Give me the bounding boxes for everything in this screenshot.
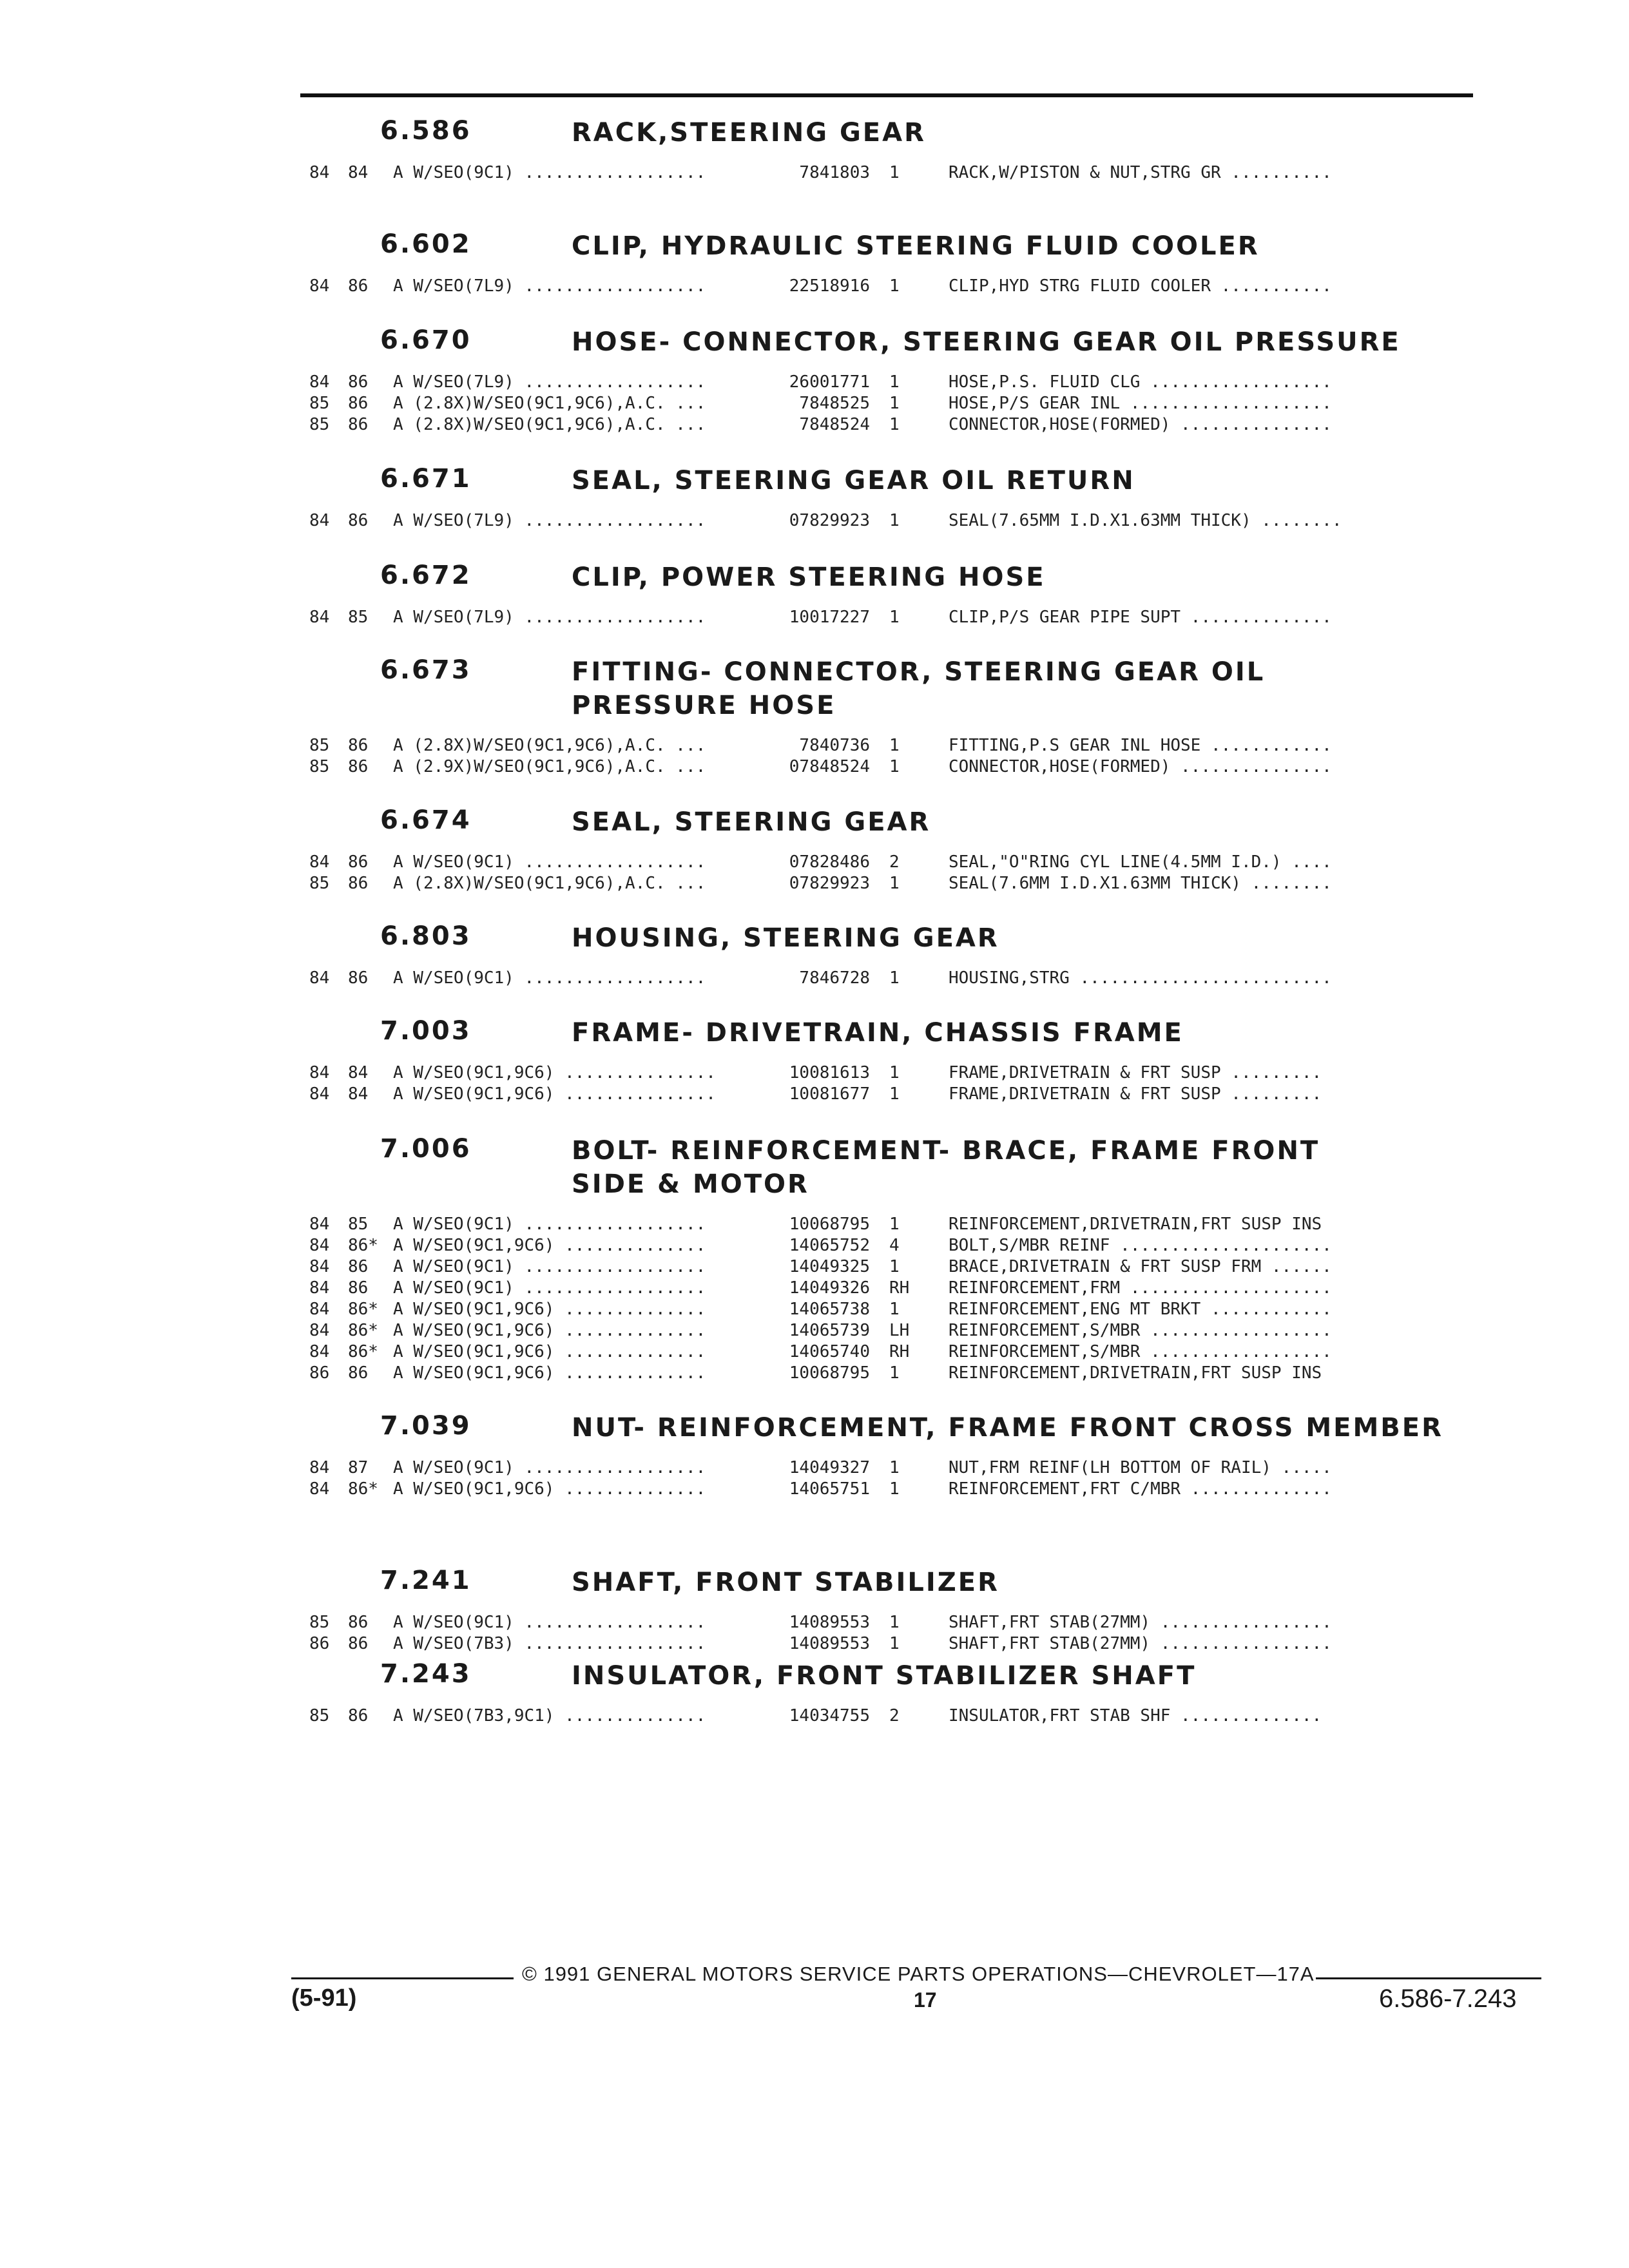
part-description: REINFORCEMENT,FRM .................... (949, 1278, 1332, 1298)
part-number: 7840736 (799, 736, 870, 755)
section-number: 7.039 (380, 1411, 472, 1441)
part-number: 14065751 (789, 1479, 870, 1499)
parts-section (0, 116, 1629, 182)
application: A W/SEO(9C1) .................. (393, 1458, 706, 1477)
part-number: 14049326 (789, 1278, 870, 1298)
section-heading (0, 325, 1629, 359)
year-to: 86 (348, 736, 369, 755)
quantity: RH (889, 1278, 910, 1298)
year-from: 84 (309, 1215, 330, 1234)
section-heading (0, 655, 1629, 720)
year-from: 84 (309, 1257, 330, 1276)
quantity: 1 (889, 1634, 900, 1653)
year-to: 86 (348, 1257, 369, 1276)
quantity: 1 (889, 1458, 900, 1477)
part-description: FRAME,DRIVETRAIN & FRT SUSP ......... (949, 1063, 1322, 1082)
quantity: 1 (889, 736, 900, 755)
section-heading (0, 1566, 1629, 1599)
year-to: 86 (348, 874, 369, 893)
year-to: 86 (348, 415, 369, 434)
year-to: 87 (348, 1458, 369, 1477)
application: A W/SEO(9C1) .................. (393, 852, 706, 872)
section-title: SHAFT, FRONT STABILIZER (572, 1568, 999, 1597)
year-to: 86 (348, 276, 369, 296)
section-heading (0, 921, 1629, 955)
part-description: BRACE,DRIVETRAIN & FRT SUSP FRM ...... (949, 1257, 1332, 1276)
year-from: 84 (309, 372, 330, 392)
year-from: 84 (309, 276, 330, 296)
part-number: 7846728 (799, 968, 870, 988)
part-description: SHAFT,FRT STAB(27MM) ................. (949, 1613, 1332, 1632)
parts-section (0, 229, 1629, 296)
year-from: 85 (309, 1706, 330, 1725)
year-to: 85 (348, 608, 369, 627)
year-from: 85 (309, 394, 330, 413)
quantity: 1 (889, 1063, 900, 1082)
section-title: CLIP, POWER STEERING HOSE (572, 562, 1046, 592)
year-from: 84 (309, 1300, 330, 1319)
parts-section (0, 921, 1629, 988)
year-to: 86 (348, 1363, 369, 1383)
part-description: CONNECTOR,HOSE(FORMED) ............... (949, 757, 1332, 776)
parts-section (0, 1016, 1629, 1104)
part-number: 26001771 (789, 372, 870, 392)
part-description: REINFORCEMENT,S/MBR .................. (949, 1342, 1332, 1361)
section-title: HOSE- CONNECTOR, STEERING GEAR OIL PRESSURE (572, 327, 1401, 357)
section-heading (0, 1016, 1629, 1050)
section-number: 7.006 (380, 1134, 472, 1164)
parts-section (0, 325, 1629, 434)
application: A W/SEO(9C1) .................. (393, 968, 706, 988)
section-title: NUT- REINFORCEMENT, FRAME FRONT CROSS MEMBER (572, 1413, 1443, 1443)
parts-section (0, 805, 1629, 893)
year-to: 86 (348, 1706, 369, 1725)
year-from: 84 (309, 1084, 330, 1104)
section-title: INSULATOR, FRONT STABILIZER SHAFT (572, 1661, 1197, 1691)
section-heading (0, 116, 1629, 149)
year-to: 84 (348, 163, 369, 182)
quantity: 1 (889, 163, 900, 182)
application: A W/SEO(9C1) .................. (393, 1278, 706, 1298)
year-from: 85 (309, 874, 330, 893)
part-number: 14065740 (789, 1342, 870, 1361)
quantity: 1 (889, 511, 900, 530)
part-number: 7848525 (799, 394, 870, 413)
part-number: 07829923 (789, 874, 870, 893)
application: A W/SEO(9C1) .................. (393, 1215, 706, 1234)
section-number: 6.674 (380, 805, 472, 835)
part-description: CLIP,P/S GEAR PIPE SUPT .............. (949, 608, 1332, 627)
part-description: BOLT,S/MBR REINF ..................... (949, 1236, 1332, 1255)
year-from: 84 (309, 511, 330, 530)
part-number: 7841803 (799, 163, 870, 182)
year-from: 84 (309, 1479, 330, 1499)
part-description: REINFORCEMENT,S/MBR .................. (949, 1321, 1332, 1340)
part-number: 10068795 (789, 1215, 870, 1234)
quantity: 1 (889, 1257, 900, 1276)
footer-copyright: © 1991 GENERAL MOTORS SERVICE PARTS OPERATIONS—CHEVROLET—17A (522, 1963, 1315, 1985)
footer-date: (5-91) (291, 1984, 357, 2012)
quantity: 1 (889, 1084, 900, 1104)
section-title: HOUSING, STEERING GEAR (572, 923, 999, 953)
year-to: 84 (348, 1084, 369, 1104)
part-description: HOSE,P/S GEAR INL .................... (949, 394, 1332, 413)
section-title: SEAL, STEERING GEAR (572, 807, 931, 837)
part-description: REINFORCEMENT,DRIVETRAIN,FRT SUSP INS (949, 1215, 1322, 1234)
section-number: 6.673 (380, 655, 472, 685)
quantity: 2 (889, 852, 900, 872)
section-title: BOLT- REINFORCEMENT- BRACE, FRAME FRONT SIDE & MOTOR (572, 1136, 1320, 1199)
quantity: 1 (889, 968, 900, 988)
application: A W/SEO(9C1,9C6) .............. (393, 1321, 706, 1340)
year-to: 86 (348, 1634, 369, 1653)
part-description: SEAL(7.65MM I.D.X1.63MM THICK) ........ (949, 511, 1342, 530)
quantity: 1 (889, 1363, 900, 1383)
part-number: 14089553 (789, 1613, 870, 1632)
application: A W/SEO(9C1,9C6) ............... (393, 1063, 716, 1082)
quantity: 1 (889, 372, 900, 392)
section-number: 7.241 (380, 1566, 472, 1595)
part-number: 14065738 (789, 1300, 870, 1319)
quantity: 4 (889, 1236, 900, 1255)
application: A W/SEO(7L9) .................. (393, 608, 706, 627)
part-description: CLIP,HYD STRG FLUID COOLER ........... (949, 276, 1332, 296)
section-number: 6.586 (380, 116, 472, 146)
quantity: 1 (889, 874, 900, 893)
part-number: 10081613 (789, 1063, 870, 1082)
application: A (2.8X)W/SEO(9C1,9C6),A.C. ... (393, 736, 706, 755)
part-number: 14089553 (789, 1634, 870, 1653)
footer-rule-right (1316, 1977, 1541, 1979)
part-description: REINFORCEMENT,ENG MT BRKT ............ (949, 1300, 1332, 1319)
section-heading (0, 1134, 1629, 1199)
quantity: 1 (889, 1479, 900, 1499)
year-to: 86 (348, 511, 369, 530)
year-to: 86 (348, 394, 369, 413)
application: A W/SEO(9C1,9C6) .............. (393, 1363, 706, 1383)
quantity: LH (889, 1321, 910, 1340)
application: A W/SEO(7L9) .................. (393, 372, 706, 392)
year-to: 86 (348, 1613, 369, 1632)
part-description: FITTING,P.S GEAR INL HOSE ............ (949, 736, 1332, 755)
application: A W/SEO(7L9) .................. (393, 276, 706, 296)
year-to: 86* (348, 1479, 378, 1499)
part-description: HOUSING,STRG ......................... (949, 968, 1332, 988)
part-number: 14034755 (789, 1706, 870, 1725)
application: A W/SEO(7B3,9C1) .............. (393, 1706, 706, 1725)
quantity: 1 (889, 1215, 900, 1234)
parts-section (0, 561, 1629, 627)
part-number: 7848524 (799, 415, 870, 434)
section-number: 6.670 (380, 325, 472, 355)
application: A W/SEO(9C1) .................. (393, 163, 706, 182)
section-title: FITTING- CONNECTOR, STEERING GEAR OIL PRESSURE HOSE (572, 657, 1266, 720)
section-number: 6.672 (380, 561, 472, 590)
quantity: RH (889, 1342, 910, 1361)
application: A W/SEO(9C1) .................. (393, 1613, 706, 1632)
application: A W/SEO(7L9) .................. (393, 511, 706, 530)
application: A W/SEO(9C1,9C6) .............. (393, 1300, 706, 1319)
year-from: 84 (309, 1278, 330, 1298)
part-description: SEAL,"O"RING CYL LINE(4.5MM I.D.) .... (949, 852, 1332, 872)
part-description: RACK,W/PISTON & NUT,STRG GR .......... (949, 163, 1332, 182)
top-rule (300, 93, 1473, 97)
part-description: INSULATOR,FRT STAB SHF .............. (949, 1706, 1322, 1725)
part-description: SEAL(7.6MM I.D.X1.63MM THICK) ........ (949, 874, 1332, 893)
year-from: 84 (309, 163, 330, 182)
application: A W/SEO(7B3) .................. (393, 1634, 706, 1653)
part-description: NUT,FRM REINF(LH BOTTOM OF RAIL) ..... (949, 1458, 1332, 1477)
year-from: 86 (309, 1634, 330, 1653)
year-from: 84 (309, 1342, 330, 1361)
quantity: 1 (889, 276, 900, 296)
section-heading (0, 229, 1629, 263)
page-number: 17 (914, 1988, 937, 2012)
year-to: 86 (348, 757, 369, 776)
application: A (2.8X)W/SEO(9C1,9C6),A.C. ... (393, 874, 706, 893)
section-number: 6.803 (380, 921, 472, 951)
year-to: 86* (348, 1300, 378, 1319)
part-number: 07828486 (789, 852, 870, 872)
section-heading (0, 805, 1629, 839)
year-from: 85 (309, 415, 330, 434)
quantity: 1 (889, 1300, 900, 1319)
year-from: 85 (309, 736, 330, 755)
parts-section (0, 1659, 1629, 1725)
year-from: 84 (309, 968, 330, 988)
quantity: 1 (889, 1613, 900, 1632)
year-to: 86 (348, 852, 369, 872)
section-title: FRAME- DRIVETRAIN, CHASSIS FRAME (572, 1018, 1184, 1048)
parts-section (0, 655, 1629, 776)
part-description: REINFORCEMENT,FRT C/MBR .............. (949, 1479, 1332, 1499)
year-to: 84 (348, 1063, 369, 1082)
year-from: 84 (309, 852, 330, 872)
parts-section (0, 464, 1629, 530)
section-heading (0, 1411, 1629, 1445)
year-to: 86 (348, 1278, 369, 1298)
part-number: 10017227 (789, 608, 870, 627)
section-number: 7.243 (380, 1659, 472, 1689)
year-from: 86 (309, 1363, 330, 1383)
year-to: 86* (348, 1342, 378, 1361)
section-heading (0, 464, 1629, 497)
part-number: 10068795 (789, 1363, 870, 1383)
year-to: 86 (348, 968, 369, 988)
section-title: CLIP, HYDRAULIC STEERING FLUID COOLER (572, 231, 1260, 261)
section-title: RACK,STEERING GEAR (572, 118, 926, 148)
section-heading (0, 561, 1629, 594)
application: A (2.8X)W/SEO(9C1,9C6),A.C. ... (393, 415, 706, 434)
parts-section (0, 1411, 1629, 1499)
year-from: 84 (309, 1063, 330, 1082)
application: A (2.8X)W/SEO(9C1,9C6),A.C. ... (393, 394, 706, 413)
footer-rule-left (291, 1977, 514, 1979)
application: A W/SEO(9C1,9C6) .............. (393, 1479, 706, 1499)
year-to: 86* (348, 1236, 378, 1255)
section-number: 6.671 (380, 464, 472, 494)
quantity: 1 (889, 608, 900, 627)
application: A W/SEO(9C1,9C6) ............... (393, 1084, 716, 1104)
section-title: SEAL, STEERING GEAR OIL RETURN (572, 466, 1135, 495)
part-description: FRAME,DRIVETRAIN & FRT SUSP ......... (949, 1084, 1322, 1104)
section-number: 6.602 (380, 229, 472, 259)
part-number: 14065739 (789, 1321, 870, 1340)
application: A W/SEO(9C1) .................. (393, 1257, 706, 1276)
year-to: 86 (348, 372, 369, 392)
part-number: 14049327 (789, 1458, 870, 1477)
year-from: 85 (309, 757, 330, 776)
part-number: 14065752 (789, 1236, 870, 1255)
year-from: 85 (309, 1613, 330, 1632)
footer-range: 6.586-7.243 (1379, 1984, 1517, 2013)
part-number: 22518916 (789, 276, 870, 296)
section-heading (0, 1659, 1629, 1693)
quantity: 1 (889, 394, 900, 413)
part-number: 14049325 (789, 1257, 870, 1276)
part-number: 10081677 (789, 1084, 870, 1104)
application: A (2.9X)W/SEO(9C1,9C6),A.C. ... (393, 757, 706, 776)
year-from: 84 (309, 1321, 330, 1340)
part-number: 07829923 (789, 511, 870, 530)
part-number: 07848524 (789, 757, 870, 776)
parts-section (0, 1566, 1629, 1653)
quantity: 1 (889, 415, 900, 434)
year-to: 86* (348, 1321, 378, 1340)
quantity: 1 (889, 757, 900, 776)
year-from: 84 (309, 608, 330, 627)
part-description: SHAFT,FRT STAB(27MM) ................. (949, 1634, 1332, 1653)
section-number: 7.003 (380, 1016, 472, 1046)
part-description: REINFORCEMENT,DRIVETRAIN,FRT SUSP INS (949, 1363, 1322, 1383)
quantity: 2 (889, 1706, 900, 1725)
application: A W/SEO(9C1,9C6) .............. (393, 1236, 706, 1255)
year-from: 84 (309, 1458, 330, 1477)
application: A W/SEO(9C1,9C6) .............. (393, 1342, 706, 1361)
year-to: 85 (348, 1215, 369, 1234)
part-description: CONNECTOR,HOSE(FORMED) ............... (949, 415, 1332, 434)
year-from: 84 (309, 1236, 330, 1255)
part-description: HOSE,P.S. FLUID CLG .................. (949, 372, 1332, 392)
parts-section (0, 1134, 1629, 1383)
